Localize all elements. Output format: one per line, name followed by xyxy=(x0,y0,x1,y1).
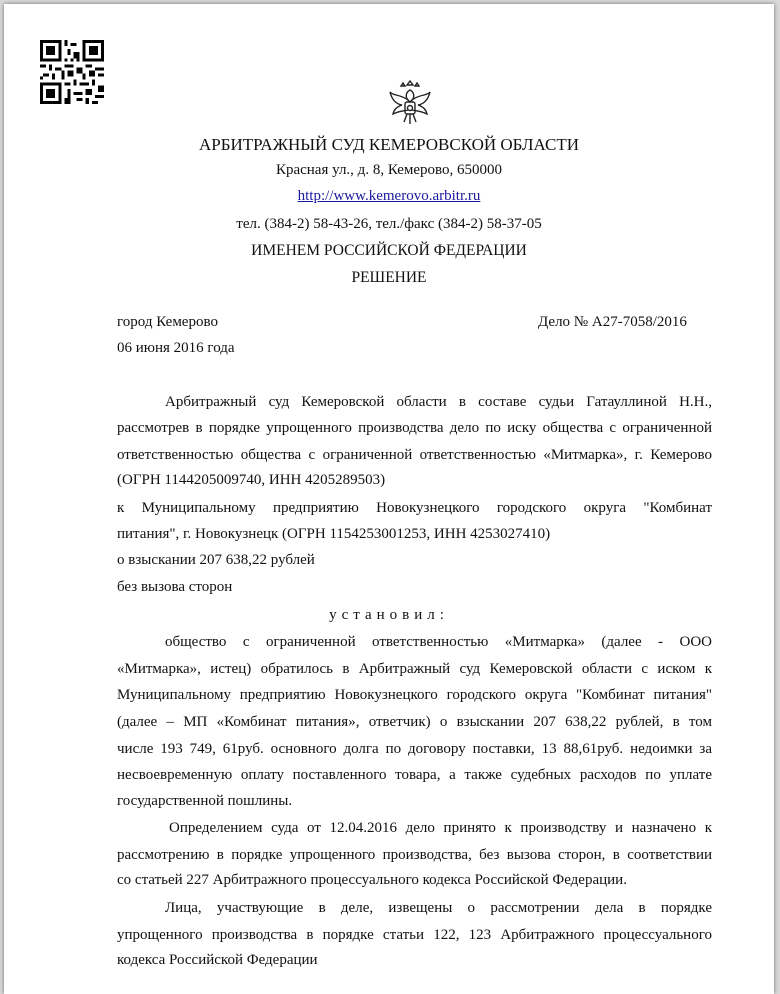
in-name-of-federation: ИМЕНЕМ РОССИЙСКОЙ ФЕДЕРАЦИИ xyxy=(251,242,527,259)
intro-line: Арбитражный суд Кемеровской области в составе судьи Гатауллиной Н.Н., xyxy=(165,394,712,410)
paragraph-line: общество с ограниченной ответственностью «Митмарка» (далее - ООО xyxy=(165,634,712,650)
intro-line: к Муниципальному предприятию Новокузнецкого городского округа "Комбинат xyxy=(117,500,712,516)
paragraph-line: кодекса Российской Федерации xyxy=(117,952,318,968)
paragraph-line: со статьей 227 Арбитражного процессуального кодекса Российской Федерации. xyxy=(117,872,627,888)
paragraph-line: Определением суда от 12.04.2016 дело принято к производству и назначено к xyxy=(169,820,712,836)
court-website-link[interactable]: http://www.kemerovo.arbitr.ru xyxy=(297,188,481,204)
case-number: Дело № А27-7058/2016 xyxy=(538,314,687,330)
paragraph-line: числе 193 749, 61руб. основного долга по договору поставки, 13 88,61руб. недоимки за xyxy=(117,741,712,757)
document-page xyxy=(4,4,774,994)
intro-line: о взыскании 207 638,22 рублей xyxy=(117,552,315,568)
intro-line: питания", г. Новокузнецк (ОГРН 1154253001253, ИНН 4253027410) xyxy=(117,526,551,542)
paragraph-line: «Митмарка», истец) обратилось в Арбитражный суд Кемеровской области с иском к xyxy=(117,661,712,677)
intro-line: (ОГРН 1144205009740, ИНН 4205289503) xyxy=(117,472,386,488)
court-name: АРБИТРАЖНЫЙ СУД КЕМЕРОВСКОЙ ОБЛАСТИ xyxy=(199,135,579,154)
intro-line: ответственностью общества с ограниченной ответственностью «Митмарка», г. Кемерово xyxy=(117,447,712,463)
coat-of-arms-icon xyxy=(386,80,434,128)
paragraph-line: несвоевременную оплату поставленного товара, а также судебных расходов по уплате xyxy=(117,767,712,783)
paragraph-line: (далее – МП «Комбинат питания», ответчик) о взыскании 207 638,22 рублей, в том xyxy=(117,714,712,730)
court-address: Красная ул., д. 8, Кемерово, 650000 xyxy=(275,162,503,178)
document-type: РЕШЕНИЕ xyxy=(351,269,427,286)
intro-line: рассмотрев в порядке упрощенного производства дело по иску общества с ограниченной xyxy=(117,420,712,436)
paragraph-line: упрощенного производства в порядке статьи 122, 123 Арбитражного процессуального xyxy=(117,927,712,943)
city: город Кемерово xyxy=(117,314,218,330)
paragraph-line: Муниципальному предприятию Новокузнецкого городского округа "Комбинат питания" xyxy=(117,687,712,703)
paragraph-line: Лица, участвующие в деле, извещены о рассмотрении дела в порядке xyxy=(165,900,712,916)
paragraph-line: государственной пошлины. xyxy=(117,793,293,809)
qr-code-icon xyxy=(40,40,104,104)
court-phone: тел. (384-2) 58-43-26, тел./факс (384-2) 58-37-05 xyxy=(236,216,542,232)
paragraph-line: рассмотрению в порядке упрощенного производства, без вызова сторон, в соответствии xyxy=(117,847,712,863)
decision-date: 06 июня 2016 года xyxy=(117,340,235,356)
intro-line: без вызова сторон xyxy=(117,579,233,595)
established-heading: установил: xyxy=(329,607,449,623)
